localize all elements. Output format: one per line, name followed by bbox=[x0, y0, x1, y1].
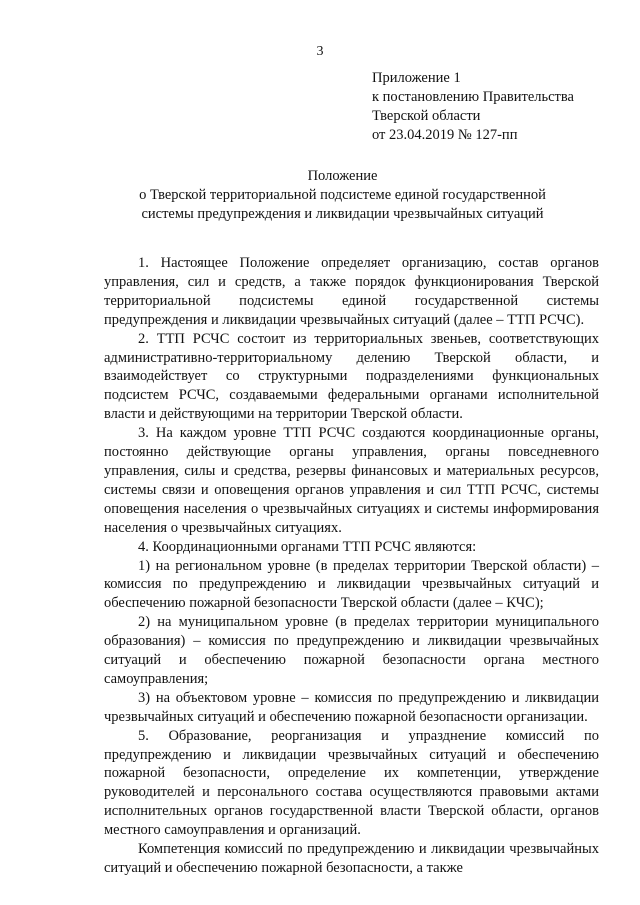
paragraph-4: 4. Координационными органами ТТП РСЧС являются: bbox=[138, 538, 477, 555]
appendix-header bbox=[372, 69, 622, 145]
paragraph-4-item-1: 1) на региональном уровне (в пределах территории Тверской области) – комиссия по предупреждению и ликвидации чрезвычайных ситуаций и обеспечению пожарной безопасности Тверской области (далее – КЧС); bbox=[104, 557, 599, 612]
appendix-date-line: от 23.04.2019 № 127-пп bbox=[372, 127, 518, 143]
page-number: 3 bbox=[316, 44, 324, 59]
appendix-line: Тверской области bbox=[372, 108, 481, 124]
title-line: Положение bbox=[307, 168, 378, 184]
paragraph-4-item-2: 2) на муниципальном уровне (в пределах территории муниципального образования) – комиссия по предупреждению и ликвидации чрезвычайных ситуаций и обеспечению пожарной безопасности органа местного самоуправления; bbox=[104, 614, 599, 687]
paragraph-6: Компетенция комиссий по предупреждению и ликвидации чрезвычайных ситуаций и обеспечению пожарной безопасности, а также bbox=[104, 841, 599, 876]
title-line: о Тверской территориальной подсистеме единой государственной bbox=[139, 187, 546, 203]
document-title bbox=[80, 167, 605, 224]
paragraph-5: 5. Образование, реорганизация и упразднение комиссий по предупреждению и ликвидации чрезвычайных ситуаций и обеспечению пожарной безопасности, определение их компетенции, утверждение руководителей и персонального состава осуществляются правовыми актами исполнительных органов государственной власти Тверской области, органов местного самоуправления и организаций. bbox=[104, 727, 599, 839]
paragraph-2: 2. ТТП РСЧС состоит из территориальных звеньев, соответствующих административно-территориальному делению Тверской области, и взаимодействует со структурными подразделениями функциональных подсистем РСЧС, создаваемыми федеральными органами исполнительной власти и действующими на территории Тверской области. bbox=[104, 330, 599, 423]
appendix-line: Приложение 1 bbox=[372, 70, 461, 86]
paragraph-1: 1. Настоящее Положение определяет организацию, состав органов управления, сил и средств, а также порядок функционирования Тверской территориальной подсистемы единой государственной системы предупреждения и ликвидации чрезвычайных ситуаций (далее – ТТП РСЧС). bbox=[104, 255, 599, 328]
paragraph-3: 3. На каждом уровне ТТП РСЧС создаются координационные органы, постоянно действующие органы управления, органы повседневного управления, силы и средства, резервы финансовых и материальных ресурсов, системы связи и оповещения органов управления и сил ТТП РСЧС, системы оповещения населения о чрезвычайных ситуациях и системы информирования населения о чрезвычайных ситуациях. bbox=[104, 425, 599, 536]
paragraph-4-item-3: 3) на объектовом уровне – комиссия по предупреждению и ликвидации чрезвычайных ситуаций и обеспечению пожарной безопасности организации. bbox=[104, 689, 599, 725]
title-line: системы предупреждения и ликвидации чрезвычайных ситуаций bbox=[141, 206, 544, 222]
appendix-line: к постановлению Правительства bbox=[372, 89, 574, 105]
document-body bbox=[104, 254, 599, 878]
